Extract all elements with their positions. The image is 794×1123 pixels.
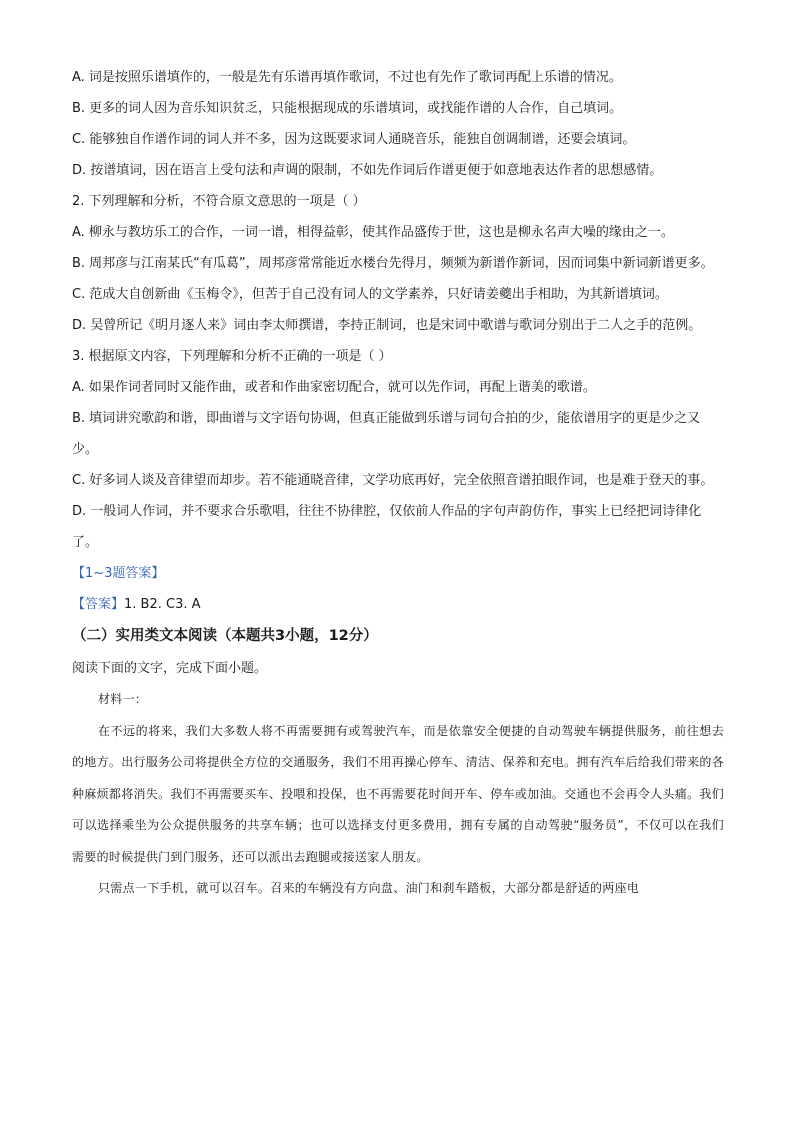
q3-option-a: A. 如果作词者同时又能作曲，或者和作曲家密切配合，就可以先作词，再配上谐美的歌谱。 <box>72 380 596 395</box>
q1-option-a: A. 词是按照乐谱填作的，一般是先有乐谱再填作歌词，不过也有先作了歌词再配上乐谱的情况。 <box>72 70 622 85</box>
q1-option-b: B. 更多的词人因为音乐知识贫乏，只能根据现成的乐谱填词，或找能作谱的人合作，自己填词。 <box>72 101 623 116</box>
q1-option-c: C. 能够独自作谱作词的词人并不多，因为这既要求词人通晓音乐，能独自创调制谱，还要会填词。 <box>72 132 636 147</box>
q2-stem: 2. 下列理解和分析，不符合原文意思的一项是（ ） <box>72 194 366 209</box>
q2-option-d: D. 吴曾所记《明月逐人来》词由李太师撰谱，李持正制词，也是宋词中歌谱与歌词分别出于二人之手的范例。 <box>72 318 702 333</box>
q2-option-b: B. 周邦彦与江南某氏“有瓜葛”，周邦彦常常能近水楼台先得月，频频为新谱作新词，因而词集中新词新谱更多。 <box>72 256 714 271</box>
answer-text: 1. B2. C3. A <box>124 597 201 612</box>
q3-option-d: D. 一般词人作词，并不要求合乐歌唱，往往不协律腔，仅依前人作品的字句声韵仿作，事实上已经把词诗律化了。 <box>72 504 702 550</box>
q1-option-d: D. 按谱填词，因在语言上受句法和声调的限制，不如先作词后作谱更便于如意地表达作者的思想感情。 <box>72 163 663 178</box>
answer-line <box>72 589 724 620</box>
q3-stem: 3. 根据原文内容，下列理解和分析不正确的一项是（ ） <box>72 349 392 364</box>
q2-option-a: A. 柳永与教坊乐工的合作，一词一谱，相得益彰，使其作品盛传于世，这也是柳永名声大噪的缘由之一。 <box>72 225 674 240</box>
q2-option-c: C. 范成大自创新曲《玉梅令》，但苦于自己没有词人的文学素养，只好请姜夔出手相助，为其新谱填词。 <box>72 287 668 302</box>
q3-option-c: C. 好多词人谈及音律望而却步。若不能通晓音律，文学功底再好，完全依照音谱拍眼作词，也是难于登天的事。 <box>72 473 714 488</box>
material-paragraph: 只需点一下手机，就可以召车。召来的车辆没有方向盘、油门和刹车踏板，大部分都是舒适的两座电 <box>98 881 640 895</box>
answer-title: 【1~3题答案】 <box>72 566 165 581</box>
section-heading: （二）实用类文本阅读（本题共3小题，12分） <box>72 628 378 644</box>
document-page <box>72 62 724 905</box>
q3-option-b: B. 填词讲究歌韵和谐，即曲谱与文字语句协调，但真正能做到乐谱与词句合拍的少，能依谱用字的更是少之又少。 <box>72 411 701 457</box>
section-instruction: 阅读下面的文字，完成下面小题。 <box>72 661 268 676</box>
material-paragraph: 在不远的将来，我们大多数人将不再需要拥有或驾驶汽车，而是依靠安全便捷的自动驾驶车辆提供服务，前往想去的地方。出行服务公司将提供全方位的交通服务，我们不用再操心停车、清洁、保养和充电。拥有汽车后给我们带来的各种麻烦都将消失。我们不再需要买车、投喂和投保，也不再需要花时间开车、停车或加油。交通也不会再令人头痛。我们可以选择乘坐为公众提供服务的共享车辆；也可以选择支付更多费用，拥有专属的自动驾驶“服务员”，不仅可以在我们需要的时候提供门到门服务，还可以派出去跑腿或接送家人朋友。 <box>72 723 724 864</box>
answer-label: 【答案】 <box>72 597 125 612</box>
material-title: 材料一： <box>98 692 148 706</box>
